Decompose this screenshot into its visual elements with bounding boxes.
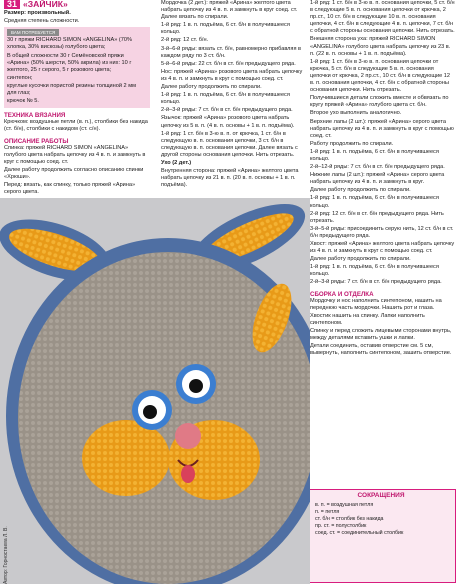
nose — [175, 423, 201, 449]
paragraph: Нос: пряжей «Арина» розового цвета набрать цепочку из 4 в. п. и замкнуть в круг с помощью соед. ст. — [161, 68, 303, 82]
left-column — [4, 0, 150, 197]
material-item: крючок № 5. — [7, 98, 39, 105]
abbreviation-item: соед. ст. = соединительный столбик — [315, 529, 404, 536]
paragraph: 1-й ряд: 1 в. п. подъёма, 6 ст. б/н в получившееся кольцо. — [310, 264, 439, 278]
paragraph: 2-й ряд: 12 ст. б/н. — [161, 37, 209, 44]
paragraph: Верхние лапы (2 шт.): пряжей «Арина» серого цвета набрать цепочку из 4 в. п. и замкнуть в круг с помощью соед. ст. — [310, 118, 454, 139]
paragraph: 1-й ряд: 1 в. п. подъёма, 6 ст. б/н в получившееся кольцо. — [161, 92, 290, 106]
middle-column — [161, 0, 307, 190]
paragraph: Перед: вязать, как спинку, только пряжей «Арина» серого цвета. — [4, 182, 136, 196]
material-item: круглые кусочки пористой резины толщиной 2 мм для глаз; — [7, 82, 136, 97]
paragraph: 2-й ряд: 12 ст. б/н в ст. б/н предыдущего ряда. Нить отрезать. — [310, 210, 444, 224]
pattern-title — [4, 0, 150, 10]
paragraph: Работу продолжить по спирали. — [310, 140, 394, 147]
paragraph: 3-й–5-й ряды: присоединить серую нить, 12 ст. б/н в ст. б/н предыдущего ряда. — [310, 225, 454, 239]
paragraph: Внешняя сторона уха: пряжей RICHARD SIMON «ANGELINA» голубого цвета набрать цепочку из 23 в. п. (22 в. п. основы + 1 в. п. подъёма). — [310, 36, 451, 57]
bunny-photo — [0, 198, 310, 584]
materials-box — [4, 27, 150, 108]
paragraph: 1-й ряд: 1 ст. б/н в 3-ю в. п. основания цепочки от крючка, 5 ст. б/н в следующие 5 в. п. основания цепочки от крючка, 2 пр.ст., 10 ст. б/н в следующие 12 в. п. основания цепочки, 4 ст. б/н с обратной стороны основания цепочки. Нить отрезать. — [310, 58, 450, 94]
paragraph: Хвост: пряжей «Арина» желтого цвета набрать цепочку из 4 в. п. и замкнуть в круг с помощью соед. ст. — [310, 241, 455, 255]
paragraph: 1-й ряд: 1 ст. б/н в 3-ю в. п. от крючка, 1 ст. б/н в следующую в. п. основания цепочки, 3 ст. б/н в следующую в. п. основания цепочки. Далее вязать с другой стороны основания цепочки. Нить отрезать. — [161, 130, 298, 158]
technique-heading: ТЕХНИКА ВЯЗАНИЯ — [4, 112, 66, 120]
abbreviation-item: в. п. = воздушная петля — [315, 502, 374, 508]
paragraph: 2-й–3-й ряды: 7 ст. б/н в ст. б/н предыдущего ряда. — [310, 279, 442, 286]
paragraph: Хвостик нашить на спинку. Лапки наполнить синтепоном. — [310, 312, 425, 326]
right-column — [310, 0, 456, 358]
paragraph: Внутренняя сторона: пряжей «Арина» желтого цвета набрать цепочку из 21 в. п. (20 в. п. основы + 1 в. п. подъёма). — [161, 168, 299, 189]
paragraph: Далее работу продолжить по спирали. — [161, 84, 262, 91]
paragraph: Далее работу продолжить по спирали. — [310, 187, 411, 194]
paragraph: Язычок: пряжей «Арина» розового цвета набрать цепочку из 5 в. п. (4 в. п. основы + 1 в. п. подъёма). — [161, 115, 295, 129]
abbreviation-item: п. = петля — [315, 508, 340, 515]
paragraph: 1-й ряд: 1 ст. б/н в 3-ю в. п. основания цепочки, 5 ст. б/н в следующие 5 в. п. основания цепочки от крючка, 2 пр.ст., 10 ст. б/н в следующие 10 в. п. основания цепочки, 4 ст. б/н в следующие 4 в. п. цепочки, 7 ст. б/н с обратной стороны основания цепочки. Нить отрезать. — [310, 0, 455, 35]
abbreviation-item: ст. б/н = столбик без накида — [315, 515, 384, 522]
technique-text: Крючком: воздушные петли (в. п.), столбики без накида (ст. б/н), столбики с накидом (ст. с/н). — [4, 119, 148, 133]
assembly-heading: СБОРКА И ОТДЕЛКА — [310, 290, 374, 298]
paragraph: Нижние лапы (2 шт.): пряжей «Арина» серого цвета набрать цепочку из 4 в. п. и замкнуть в круг. — [310, 172, 445, 186]
left-muzzle — [82, 420, 170, 496]
material-item: В общей сложности 30 г Семёновской пряжи «Арина» (50% шерсти, 50% акрила) из них: 10 г желтого, 25 г серого, 5 г розового цвета; — [7, 52, 132, 73]
paragraph: 5-й–6-й ряды: 22 ст. б/н в ст. б/н предыдущего ряда. — [161, 60, 296, 67]
left-pupil — [143, 405, 157, 419]
size-line: Размер: произвольный. — [4, 10, 71, 17]
paragraph: Ухо (2 дет.) — [161, 159, 192, 166]
paragraph: 1-й ряд: 1 в. п. подъёма, 6 ст. б/н в получившееся кольцо. — [310, 148, 439, 162]
paragraph: 2-й–3-й ряды: 7 ст. б/н в ст. б/н предыдущего ряда. — [161, 107, 293, 114]
pattern-number: 31 — [4, 0, 20, 9]
paragraph: Детали соединить, оставив отверстие см. 5 см, вывернуть, наполнить синтепоном, зашить отверстие. — [310, 343, 452, 357]
paragraph: Спинку и перед сложить лицевыми сторонами внутрь, между деталями вставить ушки и лапки. — [310, 328, 452, 342]
paragraph: Далее работу продолжить согласно описанию спинки «Хрюши». — [4, 166, 144, 180]
work-heading: ОПИСАНИЕ РАБОТЫ — [4, 137, 69, 145]
right-pupil — [189, 379, 203, 393]
material-item: 30 г пряжи RICHARD SIMON «ANGELINA» (70% хлопка, 30% вискозы) голубого цвета; — [7, 37, 132, 51]
paragraph: Второе ухо выполнить аналогично. — [310, 110, 402, 117]
paragraph: Спинка: пряжей RICHARD SIMON «ANGELINA» голубого цвета набрать цепочку из 4 в. п. и замкнуть в круг с помощью соед. ст. — [4, 144, 146, 165]
tongue — [181, 465, 195, 483]
difficulty-line: Средняя степень сложности. — [4, 18, 80, 25]
paragraph: 2-й–12-й ряды: 7 ст. б/н в ст. б/н предыдущего ряда. — [310, 164, 445, 171]
paragraph: Получившиеся детали сложить вместе и обвязать по кругу пряжей «Арина» голубого цвета ст. б/н. — [310, 95, 449, 109]
paragraph: Далее работу продолжить по спирали. — [310, 256, 411, 263]
paragraph: Мордочка (2 дет.): пряжей «Арина» желтого цвета набрать цепочку из 4 в. п. и замкнуть в круг соед. ст. Далее вязать по спирали. — [161, 0, 298, 21]
abbreviations-box — [306, 489, 456, 583]
paragraph: Мордочку и нос наполнить синтепоном, нашить на переднюю часть мордочки. Нашить рот и глаза. — [310, 297, 442, 311]
paragraph: 1-й ряд: 1 в. п. подъёма, 6 ст. б/н в получившееся кольцо. — [161, 22, 290, 36]
author-credit: Автор: Горностаева Л. В. — [3, 526, 9, 584]
paragraph: 1-й ряд: 1 в. п. подъёма, 6 ст. б/н в получившееся кольцо. — [310, 195, 439, 209]
abbreviation-item: пр. ст. = полустолбик — [315, 522, 367, 529]
paragraph: 3-й–6-й ряды: вязать ст. б/н, равномерно прибавляя в каждом ряду по 3 ст. б/н. — [161, 45, 302, 59]
pattern-name: «ЗАЙЧИК» — [23, 0, 68, 9]
material-item: синтепон; — [7, 74, 33, 81]
abbreviations-heading: СОКРАЩЕНИЯ — [357, 492, 405, 499]
materials-tag: ВАМ ПОТРЕБУЕТСЯ — [7, 29, 59, 36]
